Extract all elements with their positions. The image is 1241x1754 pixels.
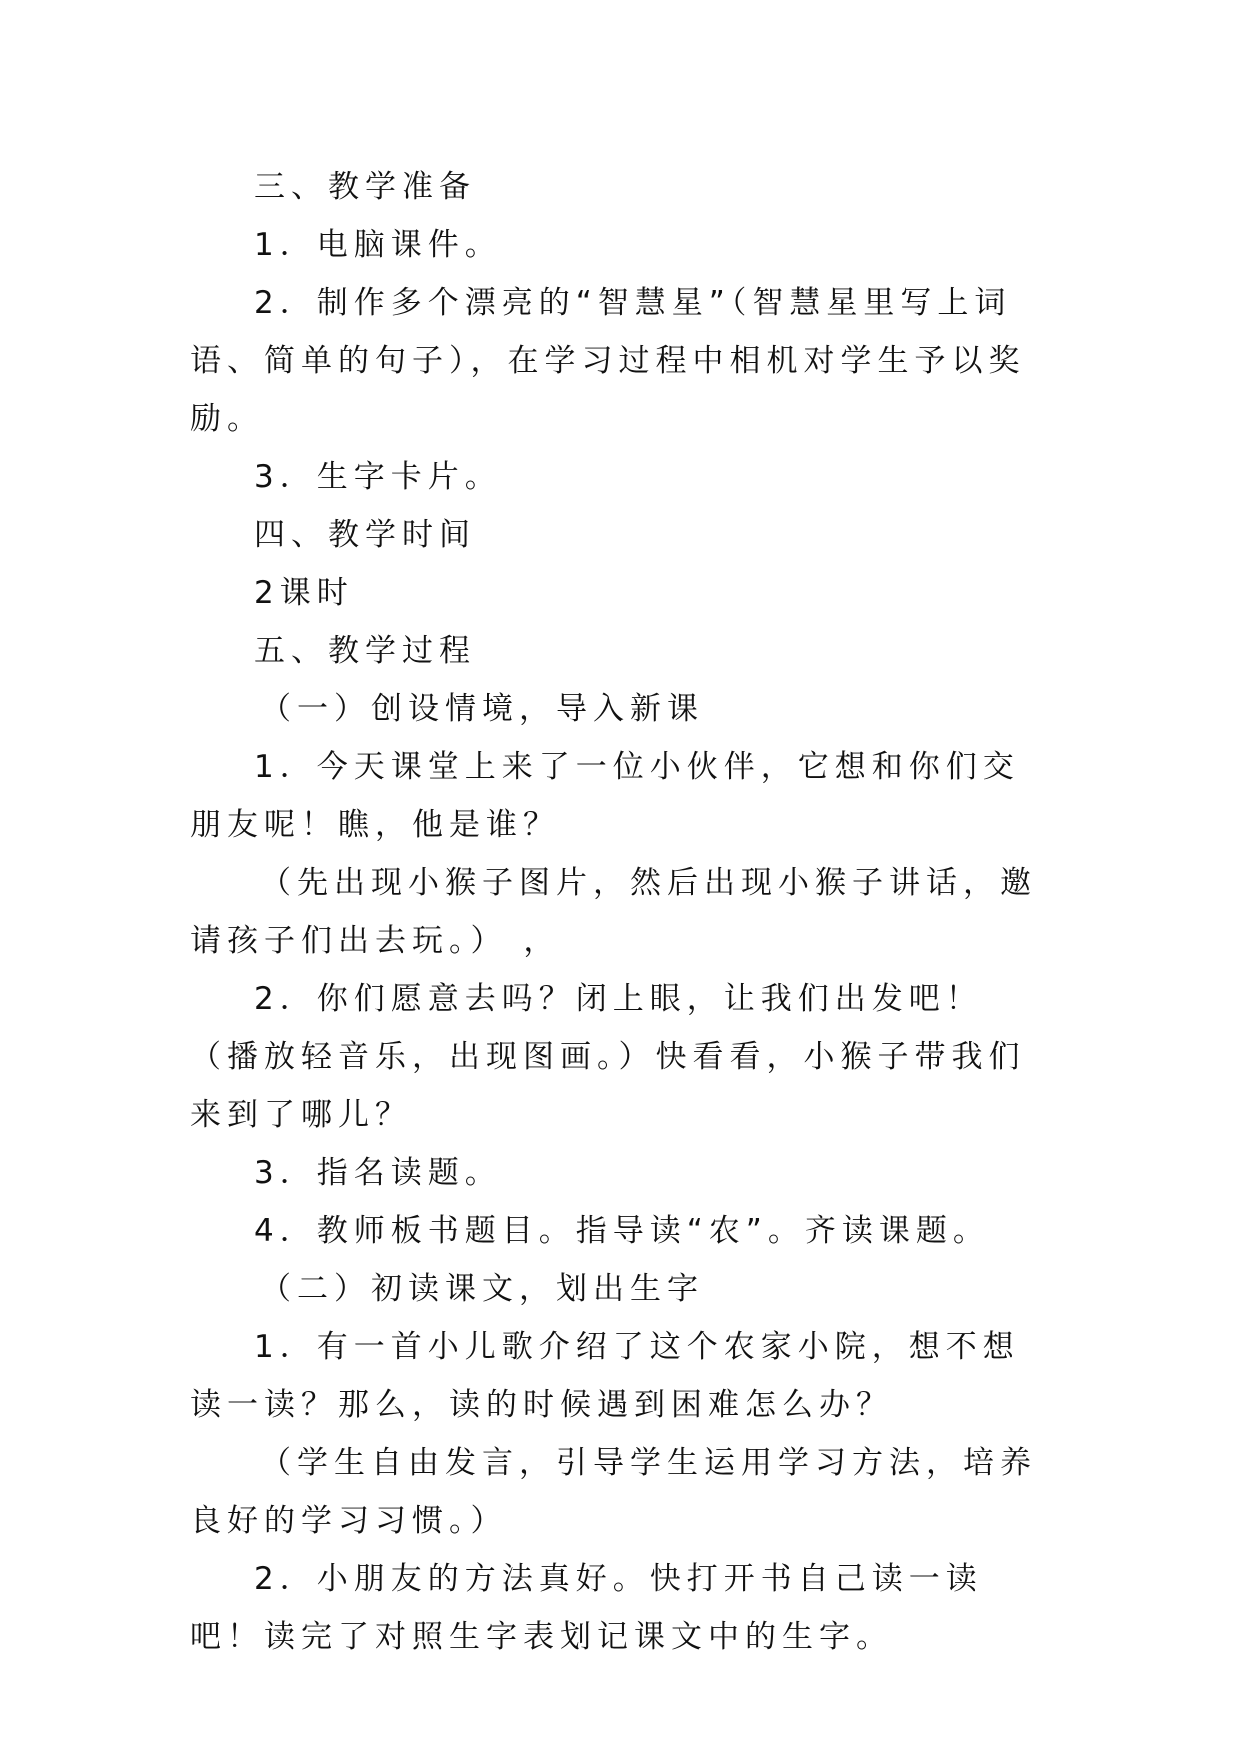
reading-step-2: 2．小朋友的方法真好。快打开书自己读一读吧！读完了对照生字表划记课文中的生字。: [190, 1561, 983, 1655]
preparation-item-1: 1．电脑课件。: [254, 227, 502, 263]
section-heading-process: 五、教学过程: [254, 633, 476, 669]
section-heading-time: 四、教学时间: [254, 517, 476, 553]
subsection-heading-intro: （一）创设情境，导入新课: [260, 691, 704, 727]
subsection-heading-reading: （二）初读课文，划出生字: [260, 1271, 704, 1307]
reading-note-1: （学生自由发言，引导学生运用学习方法，培养良好的学习习惯。）: [190, 1445, 1037, 1539]
section-heading-preparation: 三、教学准备: [254, 169, 476, 205]
intro-step-4: 4．教师板书题目。指导读“农”。齐读课题。: [254, 1213, 990, 1249]
intro-step-1: 1．今天课堂上来了一位小伙伴，它想和你们交朋友呢！瞧，他是谁？: [190, 749, 1020, 843]
time-value: 2课时: [254, 575, 354, 611]
preparation-item-3: 3．生字卡片。: [254, 459, 502, 495]
intro-step-2: 2．你们愿意去吗？闭上眼，让我们出发吧！ （播放轻音乐，出现图画。）快看看，小猴子带我们来到了哪儿？: [190, 981, 1026, 1133]
intro-step-3: 3．指名读题。: [254, 1155, 502, 1191]
document-body: [190, 158, 1052, 1666]
reading-step-1: 1．有一首小儿歌介绍了这个农家小院，想不想读一读？那么，读的时候遇到困难怎么办？: [190, 1329, 1020, 1423]
intro-note-1: （先出现小猴子图片，然后出现小猴子讲话，邀请孩子们出去玩。） ，: [190, 865, 1037, 959]
preparation-item-2: 2．制作多个漂亮的“智慧星”（智慧星里写上词语、简单的句子），在学习过程中相机对学生予以奖励。: [190, 285, 1026, 437]
